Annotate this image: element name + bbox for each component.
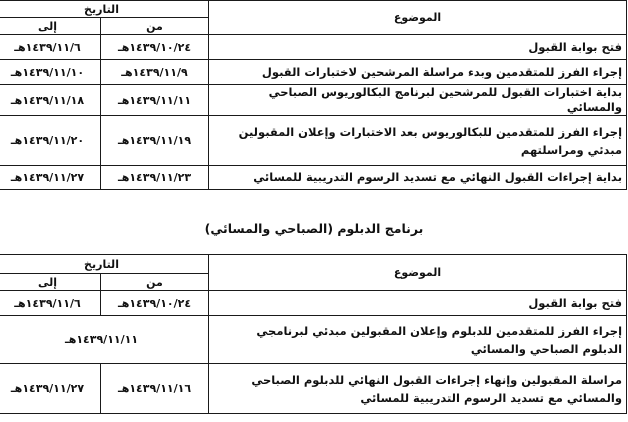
bachelor-schedule-table [0, 0, 627, 190]
table-row [0, 316, 627, 364]
from-date: ١٤٣٩/١١/١١هـ [101, 85, 209, 116]
date-header: التاريخ [0, 1, 209, 18]
from-date: ١٤٣٩/١٠/٢٤هـ [101, 35, 209, 60]
to-date: ١٤٣٩/١١/٢٧هـ [0, 364, 101, 414]
to-date: ١٤٣٩/١١/٦هـ [0, 35, 101, 60]
topic-cell: فتح بوابة القبول [209, 291, 627, 316]
topic-cell: بداية اختبارات القبول للمرشحين لبرنامج البكالوريوس الصباحي والمسائي [209, 85, 627, 116]
topic-cell: إجراء الفرز للمتقدمين للبكالوريوس بعد الاختبارات وإعلان المقبولين مبدئي ومراسلتهم [209, 116, 627, 166]
table-row [0, 85, 627, 116]
date-header: التاريخ [0, 255, 209, 274]
table-row [0, 166, 627, 190]
from-date: ١٤٣٩/١١/٢٣هـ [101, 166, 209, 190]
topic-cell: فتح بوابة القبول [209, 35, 627, 60]
table-row [0, 35, 627, 60]
table-row [0, 291, 627, 316]
diploma-schedule-table [0, 254, 627, 414]
from-date: ١٤٣٩/١١/١٩هـ [101, 116, 209, 166]
to-date: ١٤٣٩/١١/٢٧هـ [0, 166, 101, 190]
to-date: ١٤٣٩/١١/١٠هـ [0, 60, 101, 85]
table-row [0, 60, 627, 85]
to-date: ١٤٣٩/١١/١٨هـ [0, 85, 101, 116]
to-date: ١٤٣٩/١١/٦هـ [0, 291, 101, 316]
topic-cell: مراسلة المقبولين وإنهاء إجراءات القبول النهائي للدبلوم الصباحي والمسائي مع تسديد الرسوم التدريبية للمسائي [209, 364, 627, 414]
topic-cell: إجراء الفرز للمتقدمين للدبلوم وإعلان المقبولين مبدئي لبرنامجي الدبلوم الصباحي والمسائي [209, 316, 627, 364]
topic-cell: بداية إجراءات القبول النهائي مع تسديد الرسوم التدريبية للمسائي [209, 166, 627, 190]
to-header: إلى [0, 274, 101, 291]
table-row [0, 116, 627, 166]
diploma-section-title: برنامج الدبلوم (الصباحي والمسائي) [204, 221, 424, 236]
from-date: ١٤٣٩/١٠/٢٤هـ [101, 291, 209, 316]
topic-header: الموضوع [209, 255, 627, 291]
to-header: إلى [0, 18, 101, 35]
topic-cell: إجراء الفرز للمتقدمين وبدء مراسلة المرشحين لاختبارات القبول [209, 60, 627, 85]
from-header: من [101, 18, 209, 35]
table-row [0, 364, 627, 414]
from-header: من [101, 274, 209, 291]
topic-header: الموضوع [209, 1, 627, 35]
from-date: ١٤٣٩/١١/١٦هـ [101, 364, 209, 414]
to-date: ١٤٣٩/١١/٢٠هـ [0, 116, 101, 166]
merged-date: ١٤٣٩/١١/١١هـ [0, 316, 209, 364]
from-date: ١٤٣٩/١١/٩هـ [101, 60, 209, 85]
